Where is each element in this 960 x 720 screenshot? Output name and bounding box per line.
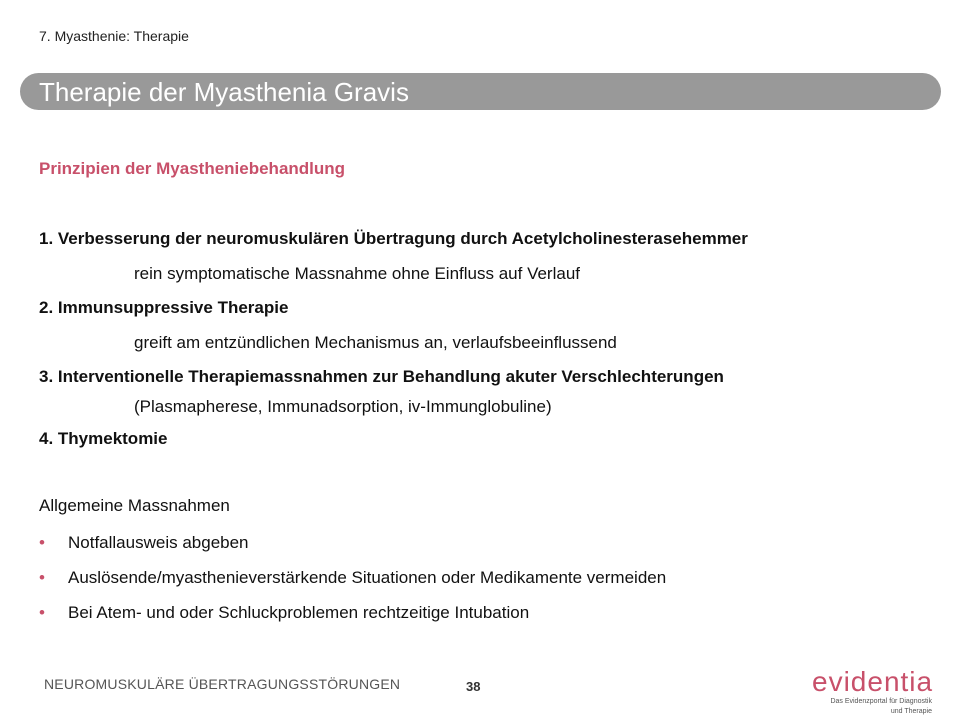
bullet-text: Auslösende/myasthenieverstärkende Situationen oder Medikamente vermeiden <box>68 568 667 587</box>
principle-2-detail: greift am entzündlichen Mechanismus an, verlaufsbeeinflussend <box>134 333 617 352</box>
list-item <box>39 603 529 623</box>
principle-1-detail: rein symptomatische Massnahme ohne Einfluss auf Verlauf <box>134 264 581 283</box>
principle-3-heading: 3. Interventionelle Therapiemassnahmen zur Behandlung akuter Verschlechterungen <box>39 367 724 386</box>
principle-1-heading: 1. Verbesserung der neuromuskulären Übertragung durch Acetylcholinesterasehemmer <box>39 229 748 248</box>
footer-label: NEUROMUSKULÄRE ÜBERTRAGUNGSSTÖRUNGEN <box>44 676 401 692</box>
page-title: Therapie der Myasthenia Gravis <box>39 77 409 107</box>
list-item <box>39 568 666 588</box>
principle-2-heading: 2. Immunsuppressive Therapie <box>39 298 289 317</box>
bullet-icon: • <box>39 603 45 622</box>
bullet-text: Notfallausweis abgeben <box>68 533 249 552</box>
general-heading: Allgemeine Massnahmen <box>39 496 230 515</box>
bullet-text: Bei Atem- und oder Schluckproblemen rechtzeitige Intubation <box>68 603 530 622</box>
logo-word: evidentia <box>812 666 934 697</box>
bullet-icon: • <box>39 533 45 552</box>
breadcrumb: 7. Myasthenie: Therapie <box>39 28 189 44</box>
logo-tagline-1: Das Evidenzportal für Diagnostik <box>830 698 932 705</box>
page-number: 38 <box>466 679 481 694</box>
section-heading: Prinzipien der Myastheniebehandlung <box>39 159 346 178</box>
evidentia-logo <box>812 668 940 716</box>
title-bar <box>20 73 941 110</box>
principle-4-heading: 4. Thymektomie <box>39 429 168 448</box>
list-item <box>39 533 249 553</box>
logo-tagline-2: und Therapie <box>890 708 932 715</box>
bullet-icon: • <box>39 568 45 587</box>
principle-3-detail: (Plasmapherese, Immunadsorption, iv-Immunglobuline) <box>134 397 552 416</box>
